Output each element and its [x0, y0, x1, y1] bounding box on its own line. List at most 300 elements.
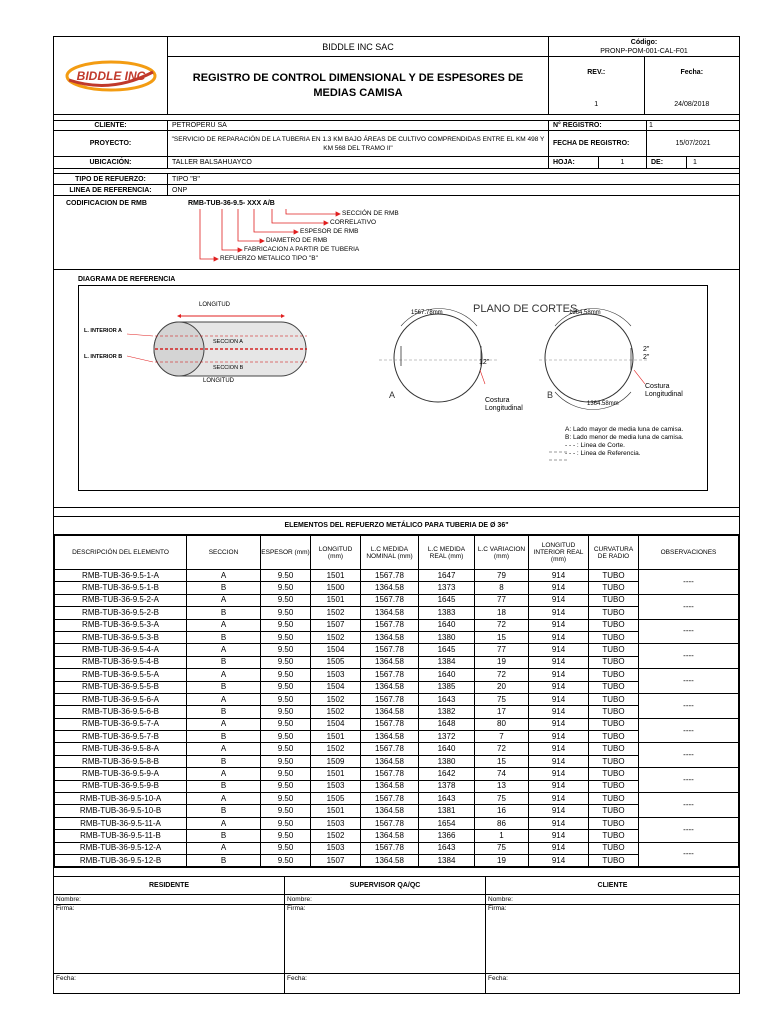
table-cell: TUBO — [589, 644, 639, 656]
table-cell: RMB-TUB-36-9.5-7-B — [55, 731, 187, 743]
table-cell: 75 — [475, 693, 529, 705]
table-header-cell: L.C MEDIDA REAL (mm) — [419, 536, 475, 570]
codificacion-code: RMB-TUB-36-9.5- XXX A/B — [188, 200, 275, 207]
table-cell: 914 — [529, 805, 589, 817]
table-header-cell: L.C VARIACION (mm) — [475, 536, 529, 570]
table-cell: 1364.58 — [361, 582, 419, 594]
cliente-title: CLIENTE — [486, 877, 739, 895]
table-cell: 1505 — [311, 656, 361, 668]
table-cell: RMB-TUB-36-9.5-7-A — [55, 718, 187, 730]
table-cell: 9.50 — [261, 582, 311, 594]
seccion-b-label: SECCION B — [213, 365, 244, 371]
observaciones-cell: ---- — [639, 768, 739, 793]
table-cell: 1567.78 — [361, 743, 419, 755]
table-cell: TUBO — [589, 830, 639, 842]
proyecto-value: "SERVICIO DE REPARACIÓN DE LA TUBERIA EN 1.3 KM BAJO ÁREAS DE CULTIVO COMPRENDIDAS ENTRE EL KM 498 Y KM 568 DEL TRAMO II" — [168, 131, 549, 156]
observaciones-cell: ---- — [639, 693, 739, 718]
table-cell: 1645 — [419, 644, 475, 656]
table-row — [55, 607, 739, 619]
table-cell: 1502 — [311, 743, 361, 755]
table-cell: TUBO — [589, 582, 639, 594]
table-cell: 77 — [475, 644, 529, 656]
table-cell: 9.50 — [261, 594, 311, 606]
supervisor-firma: Firma: — [285, 905, 485, 974]
table-cell: 1364.58 — [361, 805, 419, 817]
table-cell: 1381 — [419, 805, 475, 817]
table-row — [55, 731, 739, 743]
table-cell: A — [187, 718, 261, 730]
table-row — [55, 582, 739, 594]
table-cell: 1640 — [419, 669, 475, 681]
table-cell: 914 — [529, 644, 589, 656]
table-row — [55, 656, 739, 668]
gap-b2: 2" — [643, 354, 650, 361]
table-cell: 1380 — [419, 631, 475, 643]
table-cell: 914 — [529, 693, 589, 705]
table-cell: 1567.78 — [361, 669, 419, 681]
table-cell: 1567.78 — [361, 842, 419, 854]
table-cell: 1507 — [311, 619, 361, 631]
table-cell: 1643 — [419, 793, 475, 805]
table-row — [55, 619, 739, 631]
table-cell: RMB-TUB-36-9.5-2-A — [55, 594, 187, 606]
table-cell: 9.50 — [261, 854, 311, 866]
table-cell: B — [187, 755, 261, 767]
table-cell: 15 — [475, 631, 529, 643]
table-cell: 9.50 — [261, 780, 311, 792]
table-cell: 1643 — [419, 693, 475, 705]
residente-title: RESIDENTE — [54, 877, 284, 895]
supervisor-title: SUPERVISOR QA/QC — [285, 877, 485, 895]
table-header-cell: SECCION — [187, 536, 261, 570]
table-cell: 74 — [475, 768, 529, 780]
table-cell: A — [187, 594, 261, 606]
table-cell: 1364.58 — [361, 755, 419, 767]
table-cell: 9.50 — [261, 842, 311, 854]
table-cell: 914 — [529, 607, 589, 619]
circle-b-label: B — [547, 390, 554, 400]
table-cell: 1567.78 — [361, 644, 419, 656]
table-row — [55, 842, 739, 854]
table-cell: 1502 — [311, 631, 361, 643]
table-cell: 9.50 — [261, 830, 311, 842]
table-cell: 86 — [475, 817, 529, 829]
table-cell: TUBO — [589, 731, 639, 743]
table-cell: 72 — [475, 619, 529, 631]
table-cell: 1642 — [419, 768, 475, 780]
table-cell: 1382 — [419, 706, 475, 718]
ubicacion-value: TALLER BALSAHUAYCO — [168, 157, 549, 168]
table-cell: 9.50 — [261, 793, 311, 805]
observaciones-cell: ---- — [639, 793, 739, 818]
fecha-label: Fecha: — [680, 69, 704, 76]
table-cell: 9.50 — [261, 681, 311, 693]
table-cell: 1648 — [419, 718, 475, 730]
table-cell: 79 — [475, 570, 529, 582]
table-cell: 914 — [529, 755, 589, 767]
table-cell: 1364.58 — [361, 631, 419, 643]
table-row — [55, 706, 739, 718]
table-cell: 914 — [529, 830, 589, 842]
code-part-5: FABRICACION A PARTIR DE TUBERIA — [244, 246, 360, 253]
table-cell: 1503 — [311, 817, 361, 829]
table-cell: 72 — [475, 743, 529, 755]
table-cell: 1501 — [311, 768, 361, 780]
table-cell: 1380 — [419, 755, 475, 767]
table-cell: RMB-TUB-36-9.5-1-B — [55, 582, 187, 594]
de-label: DE: — [647, 157, 687, 168]
table-cell: TUBO — [589, 607, 639, 619]
table-cell: 1505 — [311, 793, 361, 805]
de-value: 1 — [693, 159, 697, 166]
table-cell: 77 — [475, 594, 529, 606]
table-row — [55, 644, 739, 656]
table-cell: TUBO — [589, 693, 639, 705]
table-cell: B — [187, 780, 261, 792]
legend-b: B: Lado menor de media luna de camisa. — [565, 434, 684, 441]
table-cell: 1507 — [311, 854, 361, 866]
table-cell: 1364.58 — [361, 706, 419, 718]
code-part-2: CORRELATIVO — [330, 219, 377, 226]
table-cell: 1384 — [419, 854, 475, 866]
tipo-value: TIPO "B" — [172, 175, 200, 183]
table-cell: 1503 — [311, 669, 361, 681]
table-cell: 1567.78 — [361, 793, 419, 805]
table-cell: RMB-TUB-36-9.5-12-B — [55, 854, 187, 866]
table-cell: TUBO — [589, 718, 639, 730]
table-cell: A — [187, 644, 261, 656]
table-header-cell: CURVATURA DE RADIO — [589, 536, 639, 570]
table-cell: 914 — [529, 780, 589, 792]
table-cell: RMB-TUB-36-9.5-8-B — [55, 755, 187, 767]
plano-cortes-title: PLANO DE CORTES — [473, 303, 578, 315]
table-cell: A — [187, 768, 261, 780]
table-header-cell: DESCRIPCIÓN DEL ELEMENTO — [55, 536, 187, 570]
linea-value: ONP — [172, 186, 188, 194]
reference-diagram-section — [54, 270, 739, 508]
table-cell: 1567.78 — [361, 768, 419, 780]
table-cell: 19 — [475, 656, 529, 668]
table-row — [55, 570, 739, 582]
longitud-bottom: LONGITUD — [203, 378, 235, 384]
table-cell: 1504 — [311, 644, 361, 656]
table-cell: TUBO — [589, 656, 639, 668]
table-cell: 9.50 — [261, 718, 311, 730]
table-cell: 1567.78 — [361, 570, 419, 582]
table-cell: TUBO — [589, 594, 639, 606]
table-cell: 1501 — [311, 731, 361, 743]
table-cell: 9.50 — [261, 644, 311, 656]
table-cell: 1504 — [311, 718, 361, 730]
table-header-cell: OBSERVACIONES — [639, 536, 739, 570]
table-cell: 1501 — [311, 570, 361, 582]
table-cell: A — [187, 817, 261, 829]
table-cell: RMB-TUB-36-9.5-11-B — [55, 830, 187, 842]
table-cell: 7 — [475, 731, 529, 743]
table-cell: 1654 — [419, 817, 475, 829]
table-cell: 9.50 — [261, 706, 311, 718]
table-row — [55, 718, 739, 730]
table-cell: 1502 — [311, 830, 361, 842]
table-cell: 1501 — [311, 805, 361, 817]
cliente-value: PETROPERU SA — [168, 121, 549, 130]
cliente-label: CLIENTE: — [54, 121, 168, 130]
table-cell: 914 — [529, 743, 589, 755]
table-cell: B — [187, 706, 261, 718]
tipo-label: TIPO DE REFUERZO: — [54, 174, 168, 184]
table-cell: RMB-TUB-36-9.5-4-A — [55, 644, 187, 656]
codigo-label: Código: — [630, 39, 658, 46]
table-cell: RMB-TUB-36-9.5-3-B — [55, 631, 187, 643]
table-cell: 914 — [529, 669, 589, 681]
diagram-drawing — [79, 286, 709, 492]
table-cell: B — [187, 656, 261, 668]
circle-a-label: A — [389, 390, 396, 400]
table-cell: 9.50 — [261, 619, 311, 631]
table-cell: RMB-TUB-36-9.5-6-B — [55, 706, 187, 718]
table-cell: TUBO — [589, 631, 639, 643]
table-cell: 1373 — [419, 582, 475, 594]
table-cell: 1645 — [419, 594, 475, 606]
logo-text: BIDDLE INC — [76, 68, 145, 83]
table-row — [55, 594, 739, 606]
table-cell: RMB-TUB-36-9.5-9-B — [55, 780, 187, 792]
table-cell: TUBO — [589, 854, 639, 866]
table-cell: 914 — [529, 842, 589, 854]
observaciones-cell: ---- — [639, 743, 739, 768]
supervisor-nombre: Nombre: — [285, 895, 485, 905]
table-cell: 914 — [529, 731, 589, 743]
document-frame — [53, 36, 740, 994]
proyecto-label: PROYECTO: — [54, 131, 168, 156]
proyecto-row — [54, 131, 739, 157]
interior-b-label: L. INTERIOR B — [84, 354, 123, 360]
fecha-registro-value: 15/07/2021 — [675, 140, 711, 147]
longitud-top: LONGITUD — [199, 302, 231, 308]
registro-value: 1 — [649, 122, 653, 129]
codigo-value: PRONP-POM-001-CAL-F01 — [600, 48, 688, 55]
company-name: BIDDLE INC SAC — [168, 37, 548, 57]
table-cell: B — [187, 631, 261, 643]
table-cell: A — [187, 743, 261, 755]
table-cell: RMB-TUB-36-9.5-5-B — [55, 681, 187, 693]
table-cell: A — [187, 693, 261, 705]
table-cell: 1643 — [419, 842, 475, 854]
table-row — [55, 854, 739, 866]
rev-value: 1 — [594, 101, 599, 108]
codificacion-section — [54, 196, 739, 270]
hoja-value: 1 — [599, 157, 647, 168]
table-cell: TUBO — [589, 805, 639, 817]
table-row — [55, 743, 739, 755]
table-cell: B — [187, 830, 261, 842]
table-cell: 914 — [529, 594, 589, 606]
tipo-row — [54, 174, 739, 185]
code-part-6: REFUERZO METALICO TIPO "B" — [220, 255, 318, 262]
cliente-firma: Firma: — [486, 905, 739, 974]
diagram-title: DIAGRAMA DE REFERENCIA — [78, 276, 176, 283]
table-cell: TUBO — [589, 768, 639, 780]
table-cell: 9.50 — [261, 570, 311, 582]
table-row — [55, 631, 739, 643]
table-cell: 1567.78 — [361, 693, 419, 705]
table-cell: 914 — [529, 570, 589, 582]
table-cell: 17 — [475, 706, 529, 718]
code-part-1: SECCIÓN DE RMB — [342, 210, 399, 217]
table-cell: RMB-TUB-36-9.5-6-A — [55, 693, 187, 705]
table-cell: 914 — [529, 768, 589, 780]
hoja-label: HOJA: — [549, 157, 599, 168]
observaciones-cell: ---- — [639, 669, 739, 694]
table-cell: TUBO — [589, 619, 639, 631]
costura-b-2: Longitudinal — [645, 391, 683, 398]
ubicacion-label: UBICACIÓN: — [54, 157, 168, 168]
table-row — [55, 780, 739, 792]
table-cell: 914 — [529, 718, 589, 730]
table-cell: 72 — [475, 669, 529, 681]
table-cell: 8 — [475, 582, 529, 594]
table-cell: B — [187, 681, 261, 693]
table-cell: 1364.58 — [361, 681, 419, 693]
supervisor-fecha: Fecha: — [287, 975, 307, 983]
table-row — [55, 768, 739, 780]
table-cell: 914 — [529, 817, 589, 829]
table-cell: RMB-TUB-36-9.5-10-B — [55, 805, 187, 817]
table-row — [55, 755, 739, 767]
table-cell: 1567.78 — [361, 718, 419, 730]
table-cell: A — [187, 669, 261, 681]
table-cell: 1364.58 — [361, 854, 419, 866]
table-cell: 1503 — [311, 842, 361, 854]
table-cell: 914 — [529, 793, 589, 805]
table-cell: 914 — [529, 854, 589, 866]
table-cell: 1640 — [419, 743, 475, 755]
table-cell: RMB-TUB-36-9.5-3-A — [55, 619, 187, 631]
diagram-box — [78, 285, 708, 491]
table-cell: 1385 — [419, 681, 475, 693]
table-cell: 1567.78 — [361, 619, 419, 631]
table-cell: 9.50 — [261, 731, 311, 743]
table-row — [55, 817, 739, 829]
table-cell: RMB-TUB-36-9.5-1-A — [55, 570, 187, 582]
table-cell: 1500 — [311, 582, 361, 594]
table-cell: 1383 — [419, 607, 475, 619]
linea-row — [54, 185, 739, 196]
table-row — [55, 805, 739, 817]
table-cell: 914 — [529, 631, 589, 643]
table-header-cell: LONGITUD INTERIOR REAL (mm) — [529, 536, 589, 570]
ubicacion-row — [54, 157, 739, 169]
table-cell: 914 — [529, 656, 589, 668]
gap-a: 12" — [479, 359, 490, 366]
table-cell: 1567.78 — [361, 594, 419, 606]
table-header-row — [55, 536, 739, 570]
table-cell: TUBO — [589, 755, 639, 767]
table-cell: 1364.58 — [361, 656, 419, 668]
table-row — [55, 681, 739, 693]
table-cell: 9.50 — [261, 656, 311, 668]
table-cell: 914 — [529, 681, 589, 693]
table-cell: RMB-TUB-36-9.5-2-B — [55, 607, 187, 619]
legend-referencia: - - - : Linea de Referencia. — [565, 450, 641, 457]
table-cell: B — [187, 854, 261, 866]
table-row — [55, 793, 739, 805]
table-cell: RMB-TUB-36-9.5-9-A — [55, 768, 187, 780]
table-cell: TUBO — [589, 842, 639, 854]
observaciones-cell: ---- — [639, 570, 739, 595]
cliente-row — [54, 121, 739, 131]
table-cell: 75 — [475, 793, 529, 805]
interior-a-label: L. INTERIOR A — [84, 328, 122, 334]
table-header-cell: ESPESOR (mm) — [261, 536, 311, 570]
observaciones-cell: ---- — [639, 644, 739, 669]
table-cell: TUBO — [589, 780, 639, 792]
table-cell: A — [187, 842, 261, 854]
table-cell: 9.50 — [261, 607, 311, 619]
registro-label: N° REGISTRO: — [549, 121, 647, 130]
table-cell: 9.50 — [261, 817, 311, 829]
table-cell: 9.50 — [261, 743, 311, 755]
table-cell: 1364.58 — [361, 731, 419, 743]
table-cell: A — [187, 793, 261, 805]
dim-b-bottom: 1364.58mm — [587, 401, 619, 407]
table-cell: 16 — [475, 805, 529, 817]
diagram-legend — [565, 426, 684, 458]
table-header-cell: L.C MEDIDA NOMINAL (mm) — [361, 536, 419, 570]
table-cell: TUBO — [589, 817, 639, 829]
seccion-a-label: SECCION A — [213, 339, 243, 345]
table-cell: 20 — [475, 681, 529, 693]
table-cell: 914 — [529, 582, 589, 594]
table-cell: 1502 — [311, 693, 361, 705]
observaciones-cell: ---- — [639, 817, 739, 842]
table-cell: 1364.58 — [361, 607, 419, 619]
table-cell: TUBO — [589, 669, 639, 681]
table-cell: 1364.58 — [361, 830, 419, 842]
observaciones-cell: ---- — [639, 619, 739, 644]
table-cell: B — [187, 582, 261, 594]
table-cell: RMB-TUB-36-9.5-5-A — [55, 669, 187, 681]
table-cell: TUBO — [589, 793, 639, 805]
codificacion-label: CODIFICACION DE RMB — [66, 200, 147, 207]
table-cell: 1567.78 — [361, 817, 419, 829]
observaciones-cell: ---- — [639, 594, 739, 619]
table-cell: 13 — [475, 780, 529, 792]
costura-a-2: Longitudinal — [485, 405, 523, 412]
table-title: ELEMENTOS DEL REFUERZO METÁLICO PARA TUBERIA DE Ø 36" — [54, 517, 739, 535]
table-cell: 1640 — [419, 619, 475, 631]
table-cell: 9.50 — [261, 693, 311, 705]
table-cell: 1502 — [311, 607, 361, 619]
table-cell: TUBO — [589, 743, 639, 755]
table-cell: TUBO — [589, 570, 639, 582]
table-cell: 1 — [475, 830, 529, 842]
table-cell: A — [187, 570, 261, 582]
table-cell: 9.50 — [261, 669, 311, 681]
costura-a-1: Costura — [485, 397, 510, 404]
table-row — [55, 669, 739, 681]
table-row — [55, 693, 739, 705]
dim-a: 1567.78mm — [411, 310, 443, 316]
code-part-4: DIAMETRO DE RMB — [266, 237, 328, 244]
elements-table — [54, 535, 739, 867]
document-header — [54, 37, 739, 115]
table-cell: A — [187, 619, 261, 631]
legend-corte: - - - : Linea de Corte. — [565, 442, 625, 449]
signature-section — [54, 876, 739, 993]
table-cell: 914 — [529, 706, 589, 718]
costura-b-1: Costura — [645, 383, 670, 390]
